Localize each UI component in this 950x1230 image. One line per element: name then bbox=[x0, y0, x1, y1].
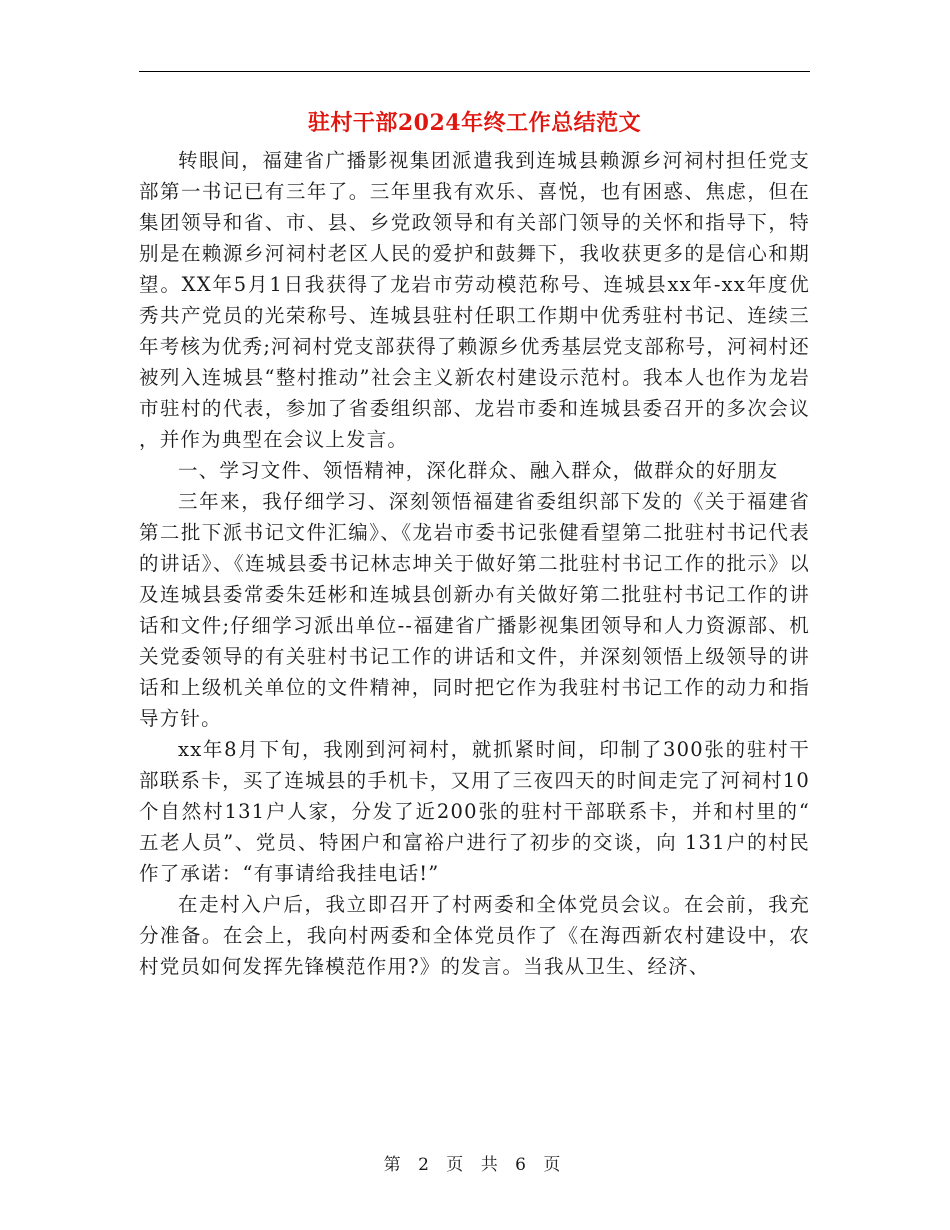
document-body bbox=[139, 145, 810, 982]
paragraph-meeting: 在走村入户后，我立即召开了村两委和全体党员会议。在会前，我充分准备。在会上，我向村两委和全体党员作了《在海西新农村建设中，农村党员如何发挥先锋模范作用?》的发言。当我从卫生、经济、 bbox=[139, 893, 810, 978]
document-title: 驻村干部2024年终工作总结范文 bbox=[307, 110, 642, 136]
header-rule bbox=[139, 71, 810, 72]
paragraph-arrival: xx年8月下旬，我刚到河祠村，就抓紧时间，印制了300张的驻村干部联系卡，买了连城县的手机卡，又用了三夜四天的时间走完了河祠村10个自然村131户人家，分发了近200张的驻村干部联系卡，并和村里的“五老人员”、党员、特困户和富裕户进行了初步的交谈，向 131户的村民作了承诺：“有事请给我挂电话!” bbox=[139, 738, 810, 885]
page-footer: 第 2 页 共 6 页 bbox=[383, 1155, 567, 1175]
paragraph-intro: 转眼间，福建省广播影视集团派遣我到连城县赖源乡河祠村担任党支部第一书记已有三年了。三年里我有欢乐、喜悦，也有困惑、焦虑，但在集团领导和省、市、县、乡党政领导和有关部门领导的关怀和指导下，特别是在赖源乡河祠村老区人民的爱护和鼓舞下，我收获更多的是信心和期望。XX年5月1日我获得了龙岩市劳动模范称号、连城县xx年-xx年度优秀共产党员的光荣称号、连城县驻村任职工作期中优秀驻村书记、连续三年考核为优秀;河祠村党支部获得了赖源乡优秀基层党支部称号，河祠村还被列入连城县“整村推动”社会主义新农村建设示范村。我本人也作为龙岩市驻村的代表，参加了省委组织部、龙岩市委和连城县委召开的多次会议，并作为典型在会议上发言。 bbox=[139, 149, 810, 451]
section-heading-1: 一、学习文件、领悟精神，深化群众、融入群众，做群众的好朋友 bbox=[178, 459, 779, 482]
paragraph-study: 三年来，我仔细学习、深刻领悟福建省委组织部下发的《关于福建省第二批下派书记文件汇编》、《龙岩市委书记张健看望第二批驻村书记代表的讲话》、《连城县委书记林志坤关于做好第二批驻村书记工作的批示》以及连城县委常委朱廷彬和连城县创新办有关做好第二批驻村书记工作的讲话和文件;仔细学习派出单位--福建省广播影视集团领导和人力资源部、机关党委领导的有关驻村书记工作的讲话和文件，并深刻领悟上级领导的讲话和上级机关单位的文件精神，同时把它作为我驻村书记工作的动力和指导方针。 bbox=[139, 490, 810, 730]
